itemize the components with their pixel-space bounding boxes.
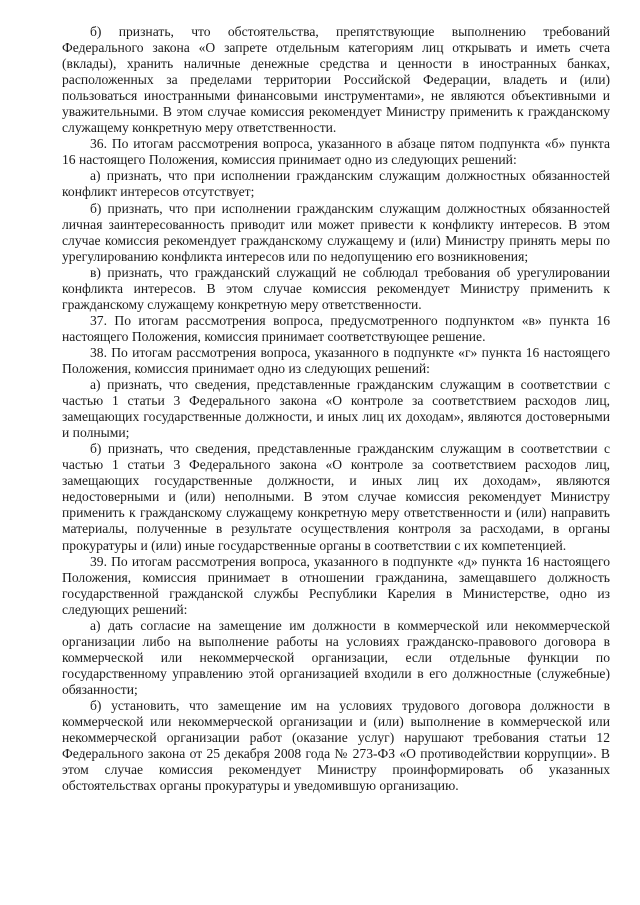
paragraph-39: 39. По итогам рассмотрения вопроса, указанного в подпункте «д» пункта 16 настоящего Положения, комиссия принимает в отношении гражданина, замещавшего должность государственной гражданской службы Республики Карелия в Министерстве, одно из следующих решений:: [62, 553, 610, 617]
document-page: [62, 24, 610, 794]
paragraph-36c: в) признать, что гражданский служащий не соблюдал требования об урегулировании конфликта интересов. В этом случае комиссия рекомендует Министру применить к гражданскому служащему конкретную меру ответственности.: [62, 264, 610, 312]
paragraph-36: 36. По итогам рассмотрения вопроса, указанного в абзаце пятом подпункта «б» пункта 16 настоящего Положения, комиссия принимает одно из следующих решений:: [62, 136, 610, 168]
paragraph-37: 37. По итогам рассмотрения вопроса, предусмотренного подпунктом «в» пункта 16 настоящего Положения, комиссия принимает соответствующее решение.: [62, 312, 610, 344]
paragraph-39b: б) установить, что замещение им на условиях трудового договора должности в коммерческой или некоммерческой организации и (или) выполнение в коммерческой или некоммерческой организации работ (оказание услуг) нарушают требования статьи 12 Федерального закона от 25 декабря 2008 года № 273-ФЗ «О противодействии коррупции». В этом случае комиссия рекомендует Министру проинформировать об указанных обстоятельствах органы прокуратуры и уведомившую организацию.: [62, 697, 610, 794]
paragraph-38b: б) признать, что сведения, представленные гражданским служащим в соответствии с частью 1 статьи 3 Федерального закона «О контроле за соответствием расходов лиц, замещающих государственные должности, и иных лиц их доходам», являются недостоверными и (или) неполными. В этом случае комиссия рекомендует Министру применить к гражданскому служащему конкретную меру ответственности и (или) направить материалы, полученные в результате осуществления контроля за расходами, в органы прокуратуры и (или) иные государственные органы в соответствии с их компетенцией.: [62, 441, 610, 553]
paragraph-39a: а) дать согласие на замещение им должности в коммерческой или некоммерческой организации либо на выполнение работы на условиях гражданско-правового договора в коммерческой или некоммерческой организации, если отдельные функции по государственному управлению этой организацией входили в его должностные (служебные) обязанности;: [62, 617, 610, 697]
paragraph-1b: б) признать, что обстоятельства, препятствующие выполнению требований Федерального закона «О запрете отдельным категориям лиц открывать и иметь счета (вклады), хранить наличные денежные средства и ценности в иностранных банках, расположенных за пределами территории Российской Федерации, владеть и (или) пользоваться иностранными финансовыми инструментами», не являются объективными и уважительными. В этом случае комиссия рекомендует Министру применить к гражданскому служащему конкретную меру ответственности.: [62, 24, 610, 136]
paragraph-36b: б) признать, что при исполнении гражданским служащим должностных обязанностей личная заинтересованность приводит или может привести к конфликту интересов. В этом случае комиссия рекомендует гражданскому служащему и (или) Министру принять меры по урегулированию конфликта интересов или по недопущению его возникновения;: [62, 200, 610, 264]
paragraph-38a: а) признать, что сведения, представленные гражданским служащим в соответствии с частью 1 статьи 3 Федерального закона «О контроле за соответствием расходов лиц, замещающих государственные должности, и иных лиц их доходам», являются достоверными и полными;: [62, 377, 610, 441]
paragraph-36a: а) признать, что при исполнении гражданским служащим должностных обязанностей конфликт интересов отсутствует;: [62, 168, 610, 200]
paragraph-38: 38. По итогам рассмотрения вопроса, указанного в подпункте «г» пункта 16 настоящего Положения, комиссия принимает одно из следующих решений:: [62, 344, 610, 376]
